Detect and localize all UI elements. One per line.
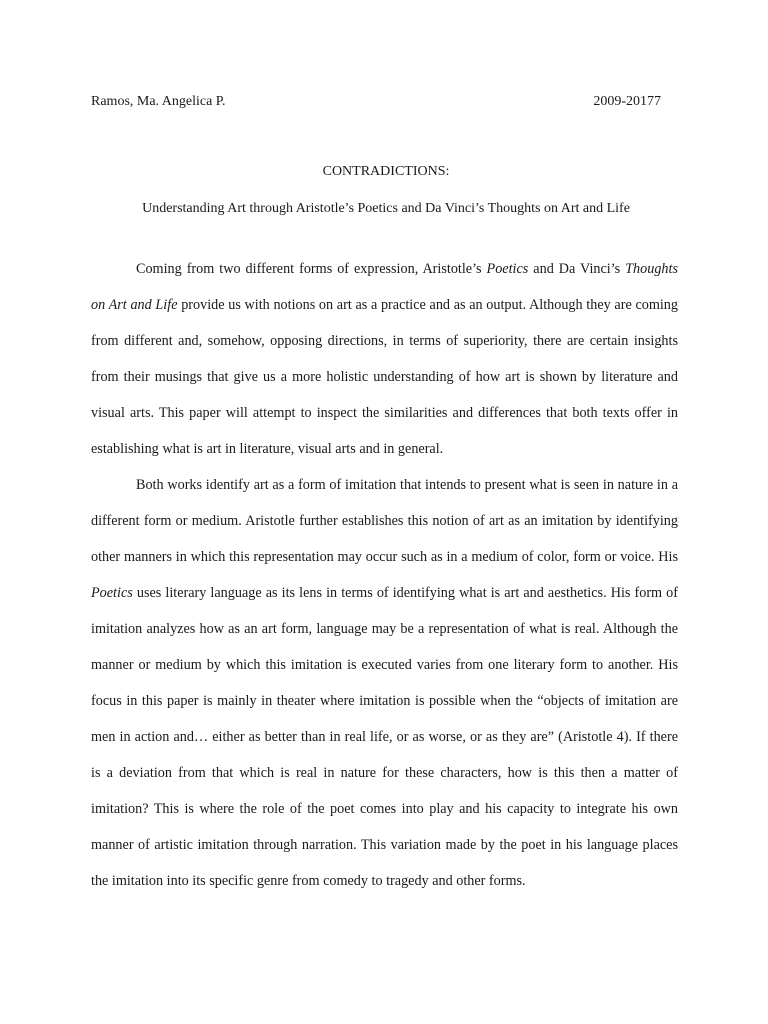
paragraph-1-text-3: provide us with notions on art as a practice and as an output. Although they are coming from different and, somehow, opposing directions, in terms of superiority, there are certain insights from their musings that give us a more holistic understanding of how art is shown by literature and visual arts. This paper will attempt to inspect the similarities and differences that both texts offer in establishing what is art in literature, visual arts and in general.	[91, 297, 678, 457]
title-block	[91, 163, 681, 218]
document-title: CONTRADICTIONS:	[322, 164, 450, 179]
author-name: Ramos, Ma. Angelica P.	[91, 94, 226, 109]
paragraph-2	[91, 467, 678, 899]
paragraph-1-text-1: Coming from two different forms of expression, Aristotle’s	[136, 261, 487, 277]
paragraph-2-italic-poetics: Poetics	[91, 585, 133, 601]
paragraph-1-italic-poetics: Poetics	[486, 261, 529, 277]
document-subtitle: Understanding Art through Aristotle’s Poetics and Da Vinci’s Thoughts on Art and Life	[142, 201, 630, 216]
paragraph-2-text-1: Both works identify art as a form of imitation that intends to present what is seen in nature in a different form or medium. Aristotle further establishes this notion of art as an imitation by identifying other manners in which this representation may occur such as in a medium of color, form or voice. His	[91, 477, 678, 565]
paragraph-1-italic-thoughts: Thoughts on Art and Life	[91, 261, 678, 313]
paragraph-1	[91, 251, 678, 467]
student-number: 2009-20177	[593, 94, 661, 109]
document-body	[91, 251, 678, 899]
paragraph-2-text-2: uses literary language as its lens in terms of identifying what is art and aesthetics. His form of imitation analyzes how as an art form, language may be a representation of what is real. Although the manner or medium by which this imitation is executed varies from one literary form to another. His focus in this paper is mainly in theater where imitation is possible when the “objects of imitation are men in action and… either as better than in real life, or as worse, or as they are” (Aristotle 4). If there is a deviation from that which is real in nature for these characters, how is this then a matter of imitation? This is where the role of the poet comes into play and his capacity to integrate his own manner of artistic imitation through narration. This variation made by the poet in his language places the imitation into its specific genre from comedy to tragedy and other forms.	[91, 585, 678, 889]
paragraph-1-text-2: and Da Vinci’s	[528, 261, 626, 277]
